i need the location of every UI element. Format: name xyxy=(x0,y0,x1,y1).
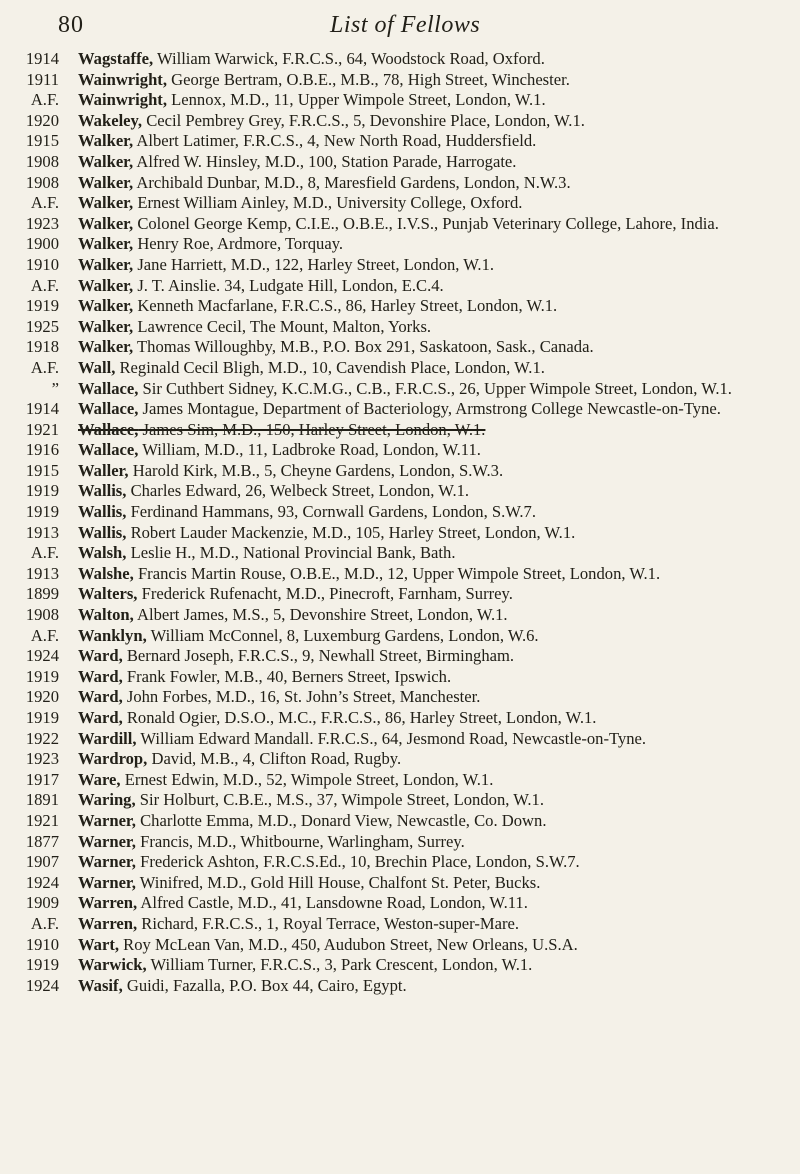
list-item xyxy=(0,379,800,400)
fellow-surname: Walker, xyxy=(78,172,134,192)
fellow-entry-text xyxy=(78,337,800,358)
fellow-details: Ernest Edwin, M.D., 52, Wimpole Street, London, W.1. xyxy=(120,769,494,789)
fellow-surname: Wasif, xyxy=(78,975,123,995)
fellow-entry-text xyxy=(78,152,800,173)
fellows-list xyxy=(0,49,800,996)
election-year: 1924 xyxy=(25,646,59,666)
fellow-entry-text xyxy=(78,749,800,770)
page-number: 80 xyxy=(58,12,84,38)
fellow-entry-text xyxy=(78,914,800,935)
fellow-entry-text xyxy=(78,481,800,502)
fellow-surname: Wainwright, xyxy=(78,69,167,89)
fellow-surname: Ward, xyxy=(78,646,123,666)
list-item xyxy=(0,935,800,956)
fellow-entry-text xyxy=(78,935,800,956)
election-year: 1920 xyxy=(25,687,59,707)
election-year: 1899 xyxy=(25,584,59,604)
election-year: 1877 xyxy=(25,831,59,851)
fellow-entry-text xyxy=(78,461,800,482)
fellow-details: Harold Kirk, M.B., 5, Cheyne Gardens, London, S.W.3. xyxy=(128,460,504,480)
fellow-details: David, M.B., 4, Clifton Road, Rugby. xyxy=(147,749,402,769)
fellow-surname: Wallace, xyxy=(78,378,139,398)
fellow-surname: Wall, xyxy=(78,357,116,377)
list-item xyxy=(0,893,800,914)
fellow-surname: Wallis, xyxy=(78,502,127,522)
fellow-surname: Wallace, xyxy=(78,440,139,460)
fellow-surname: Wanklyn, xyxy=(78,625,147,645)
list-item xyxy=(0,790,800,811)
fellow-surname: Ware, xyxy=(78,769,121,789)
fellow-details: Jane Harriett, M.D., 122, Harley Street, London, W.1. xyxy=(133,254,495,274)
fellow-entry-text xyxy=(78,543,800,564)
election-year: 1911 xyxy=(26,69,59,89)
fellow-entry-text xyxy=(78,852,800,873)
list-item xyxy=(0,584,800,605)
fellow-details: Frank Fowler, M.B., 40, Berners Street, Ipswich. xyxy=(122,666,452,686)
election-year: 1909 xyxy=(25,893,59,913)
list-item xyxy=(0,626,800,647)
fellow-details: Frederick Ashton, F.R.C.S.Ed., 10, Brechin Place, London, S.W.7. xyxy=(135,852,580,872)
fellow-entry-text xyxy=(78,729,800,750)
fellow-entry-text xyxy=(78,214,800,235)
list-item xyxy=(0,193,800,214)
fellow-entry-text xyxy=(78,873,800,894)
fellow-entry-text xyxy=(78,790,800,811)
fellow-surname: Waring, xyxy=(78,790,136,810)
fellow-entry-text xyxy=(78,111,800,132)
list-item xyxy=(0,852,800,873)
fellow-surname: Walters, xyxy=(78,584,138,604)
fellow-surname: Warner, xyxy=(78,831,136,851)
fellow-entry-text xyxy=(78,626,800,647)
election-year: 1921 xyxy=(25,419,59,439)
list-item xyxy=(0,255,800,276)
fellow-surname: Wallace, xyxy=(78,419,139,439)
fellow-entry-text xyxy=(78,234,800,255)
election-year: 1910 xyxy=(25,254,59,274)
fellow-details: Cecil Pembrey Grey, F.R.C.S., 5, Devonshire Place, London, W.1. xyxy=(142,110,585,130)
fellow-details: Alfred Castle, M.D., 41, Lansdowne Road, London, W.11. xyxy=(137,893,528,913)
election-year: 1923 xyxy=(25,749,59,769)
election-year: 1913 xyxy=(25,563,59,583)
election-year: 1915 xyxy=(25,131,59,151)
list-item xyxy=(0,564,800,585)
fellow-entry-text xyxy=(78,49,800,70)
fellow-details: Ronald Ogier, D.S.O., M.C., F.R.C.S., 86, Harley Street, London, W.1. xyxy=(122,708,597,727)
election-year: 1908 xyxy=(25,605,59,625)
list-item xyxy=(0,543,800,564)
fellow-details: Charles Edward, 26, Welbeck Street, London, W.1. xyxy=(126,481,470,501)
election-year: 1907 xyxy=(25,852,59,872)
list-item xyxy=(0,729,800,750)
fellow-surname: Wart, xyxy=(78,934,120,954)
fellow-entry-text xyxy=(78,173,800,194)
fellow-surname: Warner, xyxy=(78,872,136,892)
election-year: A.F. xyxy=(30,625,59,645)
fellow-details: Richard, F.R.C.S., 1, Royal Terrace, Weston-super-Mare. xyxy=(137,913,520,933)
list-item xyxy=(0,667,800,688)
election-year: 1917 xyxy=(25,769,59,789)
fellow-entry-text xyxy=(78,667,800,688)
fellow-surname: Wardill, xyxy=(78,728,137,748)
election-year: 1921 xyxy=(25,810,59,830)
election-year: A.F. xyxy=(30,275,59,295)
election-year: 1891 xyxy=(25,790,59,810)
fellow-entry-text xyxy=(78,379,800,400)
fellow-details: Reginald Cecil Bligh, M.D., 10, Cavendish Place, London, W.1. xyxy=(115,357,545,377)
election-year: 1925 xyxy=(25,316,59,336)
fellow-surname: Ward, xyxy=(78,708,123,727)
election-year: A.F. xyxy=(30,543,59,563)
election-year: 1916 xyxy=(25,440,59,460)
fellow-surname: Warner, xyxy=(78,810,136,830)
fellow-entry-text xyxy=(78,399,800,420)
list-item xyxy=(0,749,800,770)
list-item xyxy=(0,49,800,70)
fellow-entry-text xyxy=(78,584,800,605)
election-year: 1914 xyxy=(25,49,59,68)
list-item xyxy=(0,234,800,255)
election-year: 1924 xyxy=(25,975,59,995)
list-item xyxy=(0,461,800,482)
list-item xyxy=(0,646,800,667)
fellow-surname: Walker, xyxy=(78,151,134,171)
election-year: ” xyxy=(51,378,59,398)
election-year: 1910 xyxy=(25,934,59,954)
list-item xyxy=(0,173,800,194)
fellow-details: Francis Martin Rouse, O.B.E., M.D., 12, Upper Wimpole Street, London, W.1. xyxy=(133,563,661,583)
fellow-entry-text xyxy=(78,976,800,997)
fellow-details: J. T. Ainslie. 34, Ludgate Hill, London, E.C.4. xyxy=(133,275,444,295)
fellow-entry-text xyxy=(78,832,800,853)
election-year: 1908 xyxy=(25,151,59,171)
list-item xyxy=(0,873,800,894)
fellow-surname: Wainwright, xyxy=(78,90,167,110)
fellow-details: William Edward Mandall. F.R.C.S., 64, Jesmond Road, Newcastle-on-Tyne. xyxy=(136,728,647,748)
fellow-entry-text xyxy=(78,708,800,729)
fellow-entry-text xyxy=(78,811,800,832)
list-item xyxy=(0,317,800,338)
fellow-entry-text xyxy=(78,358,800,379)
fellow-entry-text xyxy=(78,687,800,708)
election-year: A.F. xyxy=(30,913,59,933)
fellow-details: Lawrence Cecil, The Mount, Malton, Yorks. xyxy=(133,316,432,336)
election-year: A.F. xyxy=(30,357,59,377)
fellow-surname: Walker, xyxy=(78,254,134,274)
election-year: 1919 xyxy=(25,502,59,522)
list-item xyxy=(0,811,800,832)
list-item xyxy=(0,399,800,420)
list-item xyxy=(0,70,800,91)
fellow-details: Albert Latimer, F.R.C.S., 4, New North Road, Huddersfield. xyxy=(133,131,537,151)
fellow-details: Robert Lauder Mackenzie, M.D., 105, Harley Street, London, W.1. xyxy=(126,522,576,542)
list-item xyxy=(0,708,800,729)
fellow-entry-text xyxy=(78,70,800,91)
fellow-details: Thomas Willoughby, M.B., P.O. Box 291, Saskatoon, Sask., Canada. xyxy=(133,337,594,357)
election-year: 1919 xyxy=(25,666,59,686)
election-year: 1914 xyxy=(25,399,59,419)
fellow-surname: Wardrop, xyxy=(78,749,148,769)
fellow-surname: Waller, xyxy=(78,460,129,480)
election-year: 1919 xyxy=(25,296,59,316)
fellow-details: Colonel George Kemp, C.I.E., O.B.E., I.V.S., Punjab Veterinary College, Lahore, India. xyxy=(133,213,719,233)
list-item xyxy=(0,440,800,461)
fellow-surname: Wallace, xyxy=(78,399,139,419)
fellow-details: Kenneth Macfarlane, F.R.C.S., 86, Harley Street, London, W.1. xyxy=(133,296,558,316)
fellow-details: Charlotte Emma, M.D., Donard View, Newcastle, Co. Down. xyxy=(135,810,547,830)
fellow-details: Archibald Dunbar, M.D., 8, Maresfield Gardens, London, N.W.3. xyxy=(133,172,571,192)
list-item xyxy=(0,131,800,152)
list-item xyxy=(0,502,800,523)
fellow-entry-text xyxy=(78,770,800,791)
election-year: 1900 xyxy=(25,234,59,254)
list-item xyxy=(0,214,800,235)
election-year: 1920 xyxy=(25,110,59,130)
fellow-details: Sir Holburt, C.B.E., M.S., 37, Wimpole Street, London, W.1. xyxy=(135,790,544,810)
fellow-surname: Walker, xyxy=(78,234,134,254)
list-item xyxy=(0,914,800,935)
fellow-details: Lennox, M.D., 11, Upper Wimpole Street, London, W.1. xyxy=(166,90,546,110)
fellow-details: Albert James, M.S., 5, Devonshire Street, London, W.1. xyxy=(133,605,508,625)
fellow-details: Frederick Rufenacht, M.D., Pinecroft, Farnham, Surrey. xyxy=(137,584,513,604)
fellow-entry-text xyxy=(78,296,800,317)
fellow-surname: Wakeley, xyxy=(78,110,143,130)
list-item xyxy=(0,111,800,132)
fellow-entry-text xyxy=(78,255,800,276)
fellow-details: William, M.D., 11, Ladbroke Road, London, W.11. xyxy=(138,440,481,460)
list-item xyxy=(0,955,800,976)
list-item xyxy=(0,481,800,502)
list-item xyxy=(0,523,800,544)
fellow-details: James Montague, Department of Bacteriology, Armstrong College Newcastle-on-Tyne. xyxy=(138,399,721,419)
fellow-surname: Wagstaffe, xyxy=(78,49,154,68)
fellow-details: John Forbes, M.D., 16, St. John’s Street, Manchester. xyxy=(122,687,481,707)
fellow-details: Alfred W. Hinsley, M.D., 100, Station Parade, Harrogate. xyxy=(133,151,517,171)
election-year: 1924 xyxy=(25,872,59,892)
fellow-entry-text xyxy=(78,502,800,523)
fellow-surname: Warren, xyxy=(78,913,138,933)
list-item xyxy=(0,420,800,441)
fellow-surname: Walshe, xyxy=(78,563,134,583)
fellow-entry-text xyxy=(78,440,800,461)
fellow-surname: Wallis, xyxy=(78,481,127,501)
fellow-surname: Warren, xyxy=(78,893,138,913)
fellow-entry-text xyxy=(78,646,800,667)
fellow-entry-text xyxy=(78,420,800,441)
fellow-details: Henry Roe, Ardmore, Torquay. xyxy=(133,234,344,254)
fellow-details: Ferdinand Hammans, 93, Cornwall Gardens, London, S.W.7. xyxy=(126,502,536,522)
list-item xyxy=(0,152,800,173)
running-head: List of Fellows xyxy=(330,12,481,38)
list-item xyxy=(0,770,800,791)
list-item xyxy=(0,337,800,358)
fellow-details: Roy McLean Van, M.D., 450, Audubon Street, New Orleans, U.S.A. xyxy=(119,934,578,954)
fellow-surname: Walker, xyxy=(78,275,134,295)
fellow-entry-text xyxy=(78,90,800,111)
fellow-details: Leslie H., M.D., National Provincial Bank, Bath. xyxy=(126,543,456,563)
list-item xyxy=(0,605,800,626)
fellow-surname: Walker, xyxy=(78,213,134,233)
list-item xyxy=(0,358,800,379)
fellow-surname: Walker, xyxy=(78,316,134,336)
election-year: A.F. xyxy=(30,193,59,213)
fellow-surname: Ward, xyxy=(78,687,123,707)
election-year: 1919 xyxy=(25,708,59,727)
fellow-entry-text xyxy=(78,193,800,214)
list-item xyxy=(0,90,800,111)
fellow-entry-text xyxy=(78,276,800,297)
fellow-entry-text xyxy=(78,955,800,976)
fellow-surname: Wallis, xyxy=(78,522,127,542)
fellow-surname: Warner, xyxy=(78,852,136,872)
election-year: 1919 xyxy=(25,481,59,501)
list-item xyxy=(0,976,800,997)
fellow-entry-text xyxy=(78,131,800,152)
fellow-surname: Warwick, xyxy=(78,955,147,975)
fellow-surname: Walsh, xyxy=(78,543,127,563)
list-item xyxy=(0,832,800,853)
fellow-details: James Sim, M.D., 150, Harley Street, London, W.1. xyxy=(138,419,486,439)
fellow-surname: Ward, xyxy=(78,666,123,686)
list-item xyxy=(0,276,800,297)
fellow-surname: Walker, xyxy=(78,337,134,357)
fellow-details: Winifred, M.D., Gold Hill House, Chalfont St. Peter, Bucks. xyxy=(135,872,541,892)
fellow-surname: Walker, xyxy=(78,193,134,213)
fellow-details: George Bertram, O.B.E., M.B., 78, High Street, Winchester. xyxy=(166,69,570,89)
election-year: A.F. xyxy=(30,90,59,110)
fellow-entry-text xyxy=(78,605,800,626)
fellow-details: William Turner, F.R.C.S., 3, Park Crescent, London, W.1. xyxy=(146,955,533,975)
election-year: 1908 xyxy=(25,172,59,192)
election-year: 1919 xyxy=(25,955,59,975)
fellow-entry-text xyxy=(78,317,800,338)
fellow-surname: Walker, xyxy=(78,296,134,316)
election-year: 1915 xyxy=(25,460,59,480)
fellow-details: Francis, M.D., Whitbourne, Warlingham, Surrey. xyxy=(135,831,465,851)
fellow-details: Sir Cuthbert Sidney, K.C.M.G., C.B., F.R.C.S., 26, Upper Wimpole Street, London, W.1. xyxy=(138,378,732,398)
fellow-entry-text xyxy=(78,564,800,585)
fellow-entry-text xyxy=(78,523,800,544)
fellow-details: Guidi, Fazalla, P.O. Box 44, Cairo, Egypt. xyxy=(122,975,407,995)
fellow-details: William McConnel, 8, Luxemburg Gardens, London, W.6. xyxy=(146,625,539,645)
list-item xyxy=(0,687,800,708)
election-year: 1918 xyxy=(25,337,59,357)
fellow-entry-text xyxy=(78,893,800,914)
list-item xyxy=(0,296,800,317)
election-year: 1923 xyxy=(25,213,59,233)
fellow-surname: Walton, xyxy=(78,605,134,625)
election-year: 1913 xyxy=(25,522,59,542)
fellow-details: Ernest William Ainley, M.D., University College, Oxford. xyxy=(133,193,523,213)
fellow-details: William Warwick, F.R.C.S., 64, Woodstock Road, Oxford. xyxy=(153,49,545,68)
fellow-surname: Walker, xyxy=(78,131,134,151)
election-year: 1922 xyxy=(25,728,59,748)
fellow-details: Bernard Joseph, F.R.C.S., 9, Newhall Street, Birmingham. xyxy=(122,646,515,666)
